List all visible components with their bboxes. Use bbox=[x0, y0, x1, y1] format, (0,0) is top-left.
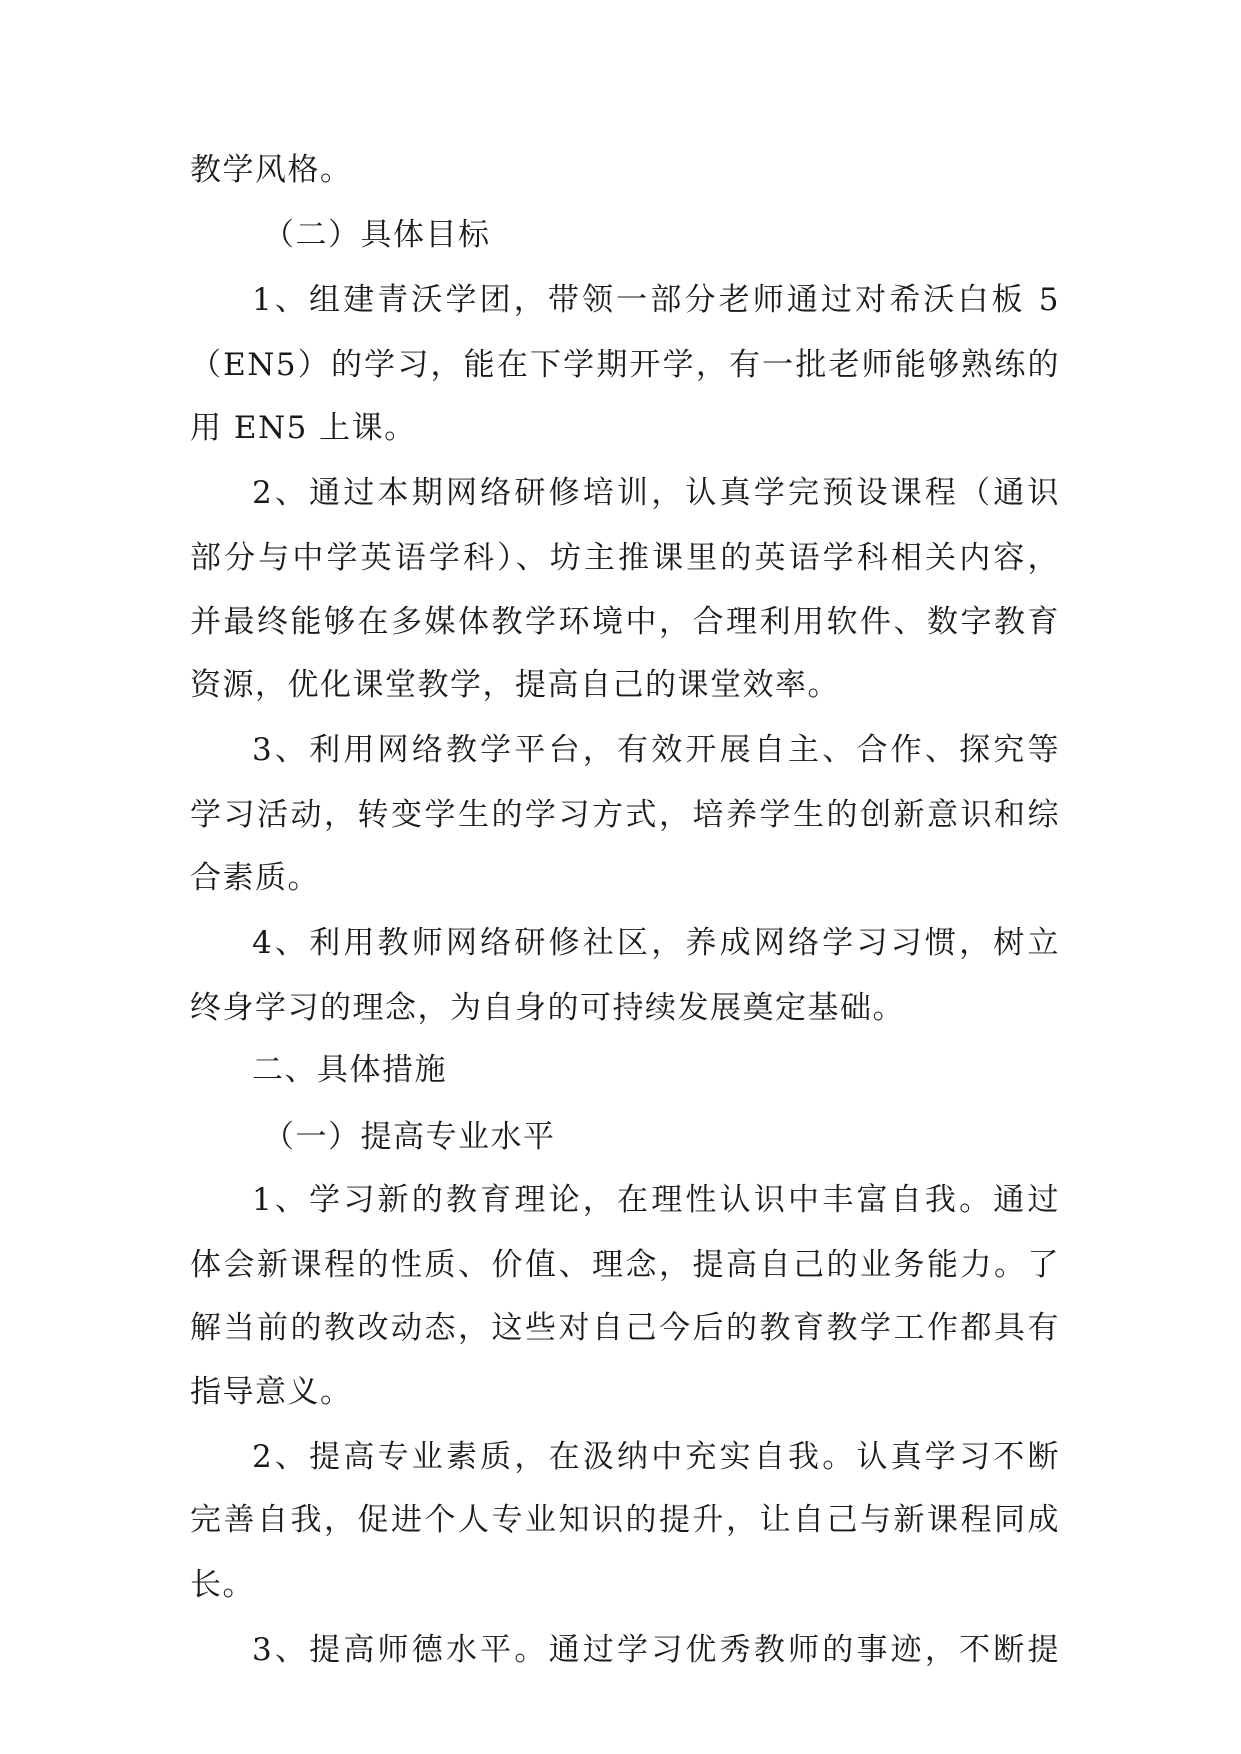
paragraph-line: 教学风格。 bbox=[190, 152, 353, 188]
section-heading: （一）提高专业水平 bbox=[263, 1119, 556, 1155]
paragraph-line: 1、组建青沃学团，带领一部分老师通过对希沃白板 5 bbox=[252, 282, 1060, 318]
paragraph-line: 指导意义。 bbox=[190, 1374, 353, 1410]
paragraph-line: 1、学习新的教育理论，在理性认识中丰富自我。通过 bbox=[252, 1182, 1060, 1218]
paragraph-line: 资源，优化课堂教学，提高自己的课堂效率。 bbox=[190, 667, 840, 703]
paragraph-line: 解当前的教改动态，这些对自己今后的教育教学工作都具有 bbox=[190, 1310, 1060, 1346]
paragraph-line: 3、提高师德水平。通过学习优秀教师的事迹，不断提 bbox=[252, 1632, 1060, 1668]
paragraph-line: 完善自我，促进个人专业知识的提升，让自己与新课程同成 bbox=[190, 1502, 1060, 1538]
section-heading: 二、具体措施 bbox=[252, 1052, 447, 1088]
paragraph-line: 用 EN5 上课。 bbox=[190, 410, 417, 446]
paragraph-line: 体会新课程的性质、价值、理念，提高自己的业务能力。了 bbox=[190, 1247, 1060, 1283]
paragraph-line: 合素质。 bbox=[190, 860, 320, 896]
paragraph-line: 2、通过本期网络研修培训，认真学完预设课程（通识 bbox=[252, 475, 1060, 511]
paragraph-line: （EN5）的学习，能在下学期开学，有一批老师能够熟练的 bbox=[190, 347, 1060, 383]
paragraph-line: 并最终能够在多媒体教学环境中，合理利用软件、数字教育 bbox=[190, 604, 1060, 640]
paragraph-line: 2、提高专业素质，在汲纳中充实自我。认真学习不断 bbox=[252, 1439, 1060, 1475]
paragraph-line: 3、利用网络教学平台，有效开展自主、合作、探究等 bbox=[252, 732, 1060, 768]
paragraph-line: 终身学习的理念，为自身的可持续发展奠定基础。 bbox=[190, 990, 905, 1026]
section-heading: （二）具体目标 bbox=[263, 217, 491, 253]
paragraph-line: 4、利用教师网络研修社区，养成网络学习习惯，树立 bbox=[252, 925, 1060, 961]
paragraph-line: 长。 bbox=[190, 1567, 255, 1603]
paragraph-line: 部分与中学英语学科）、坊主推课里的英语学科相关内容， bbox=[190, 540, 1060, 576]
paragraph-line: 学习活动，转变学生的学习方式，培养学生的创新意识和综 bbox=[190, 797, 1060, 833]
